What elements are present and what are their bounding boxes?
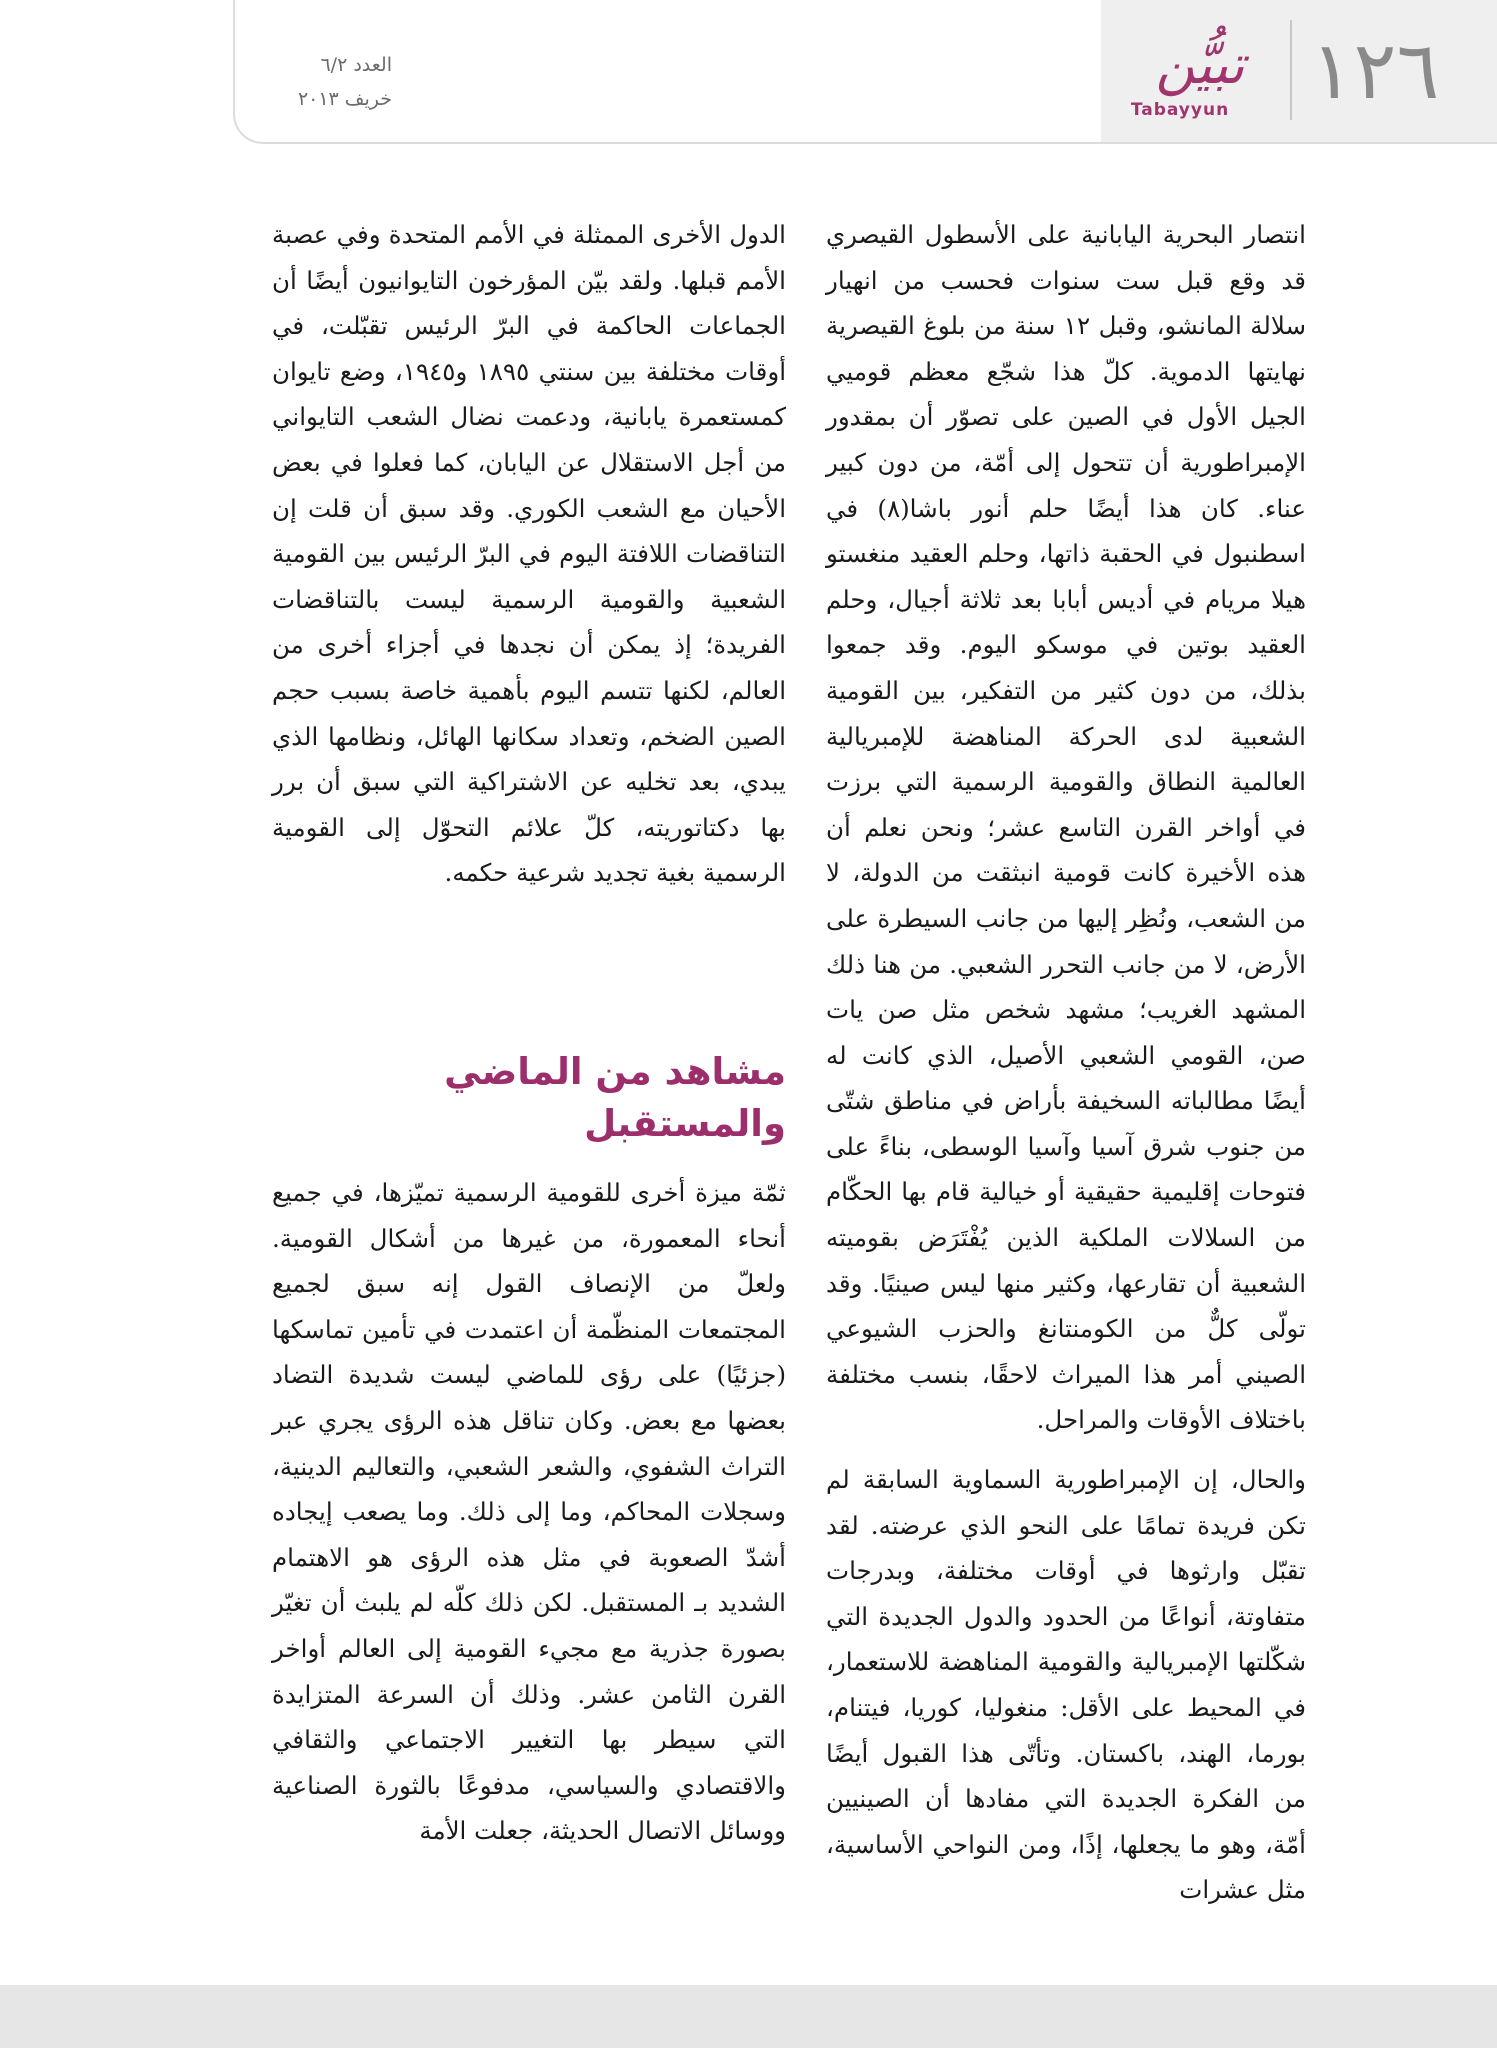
left-column-bottom xyxy=(272,1170,786,1854)
page-footer-bar xyxy=(0,1985,1497,2048)
header-divider xyxy=(1290,20,1292,120)
issue-season: خريف ٢٠١٣ xyxy=(297,88,392,110)
issue-info xyxy=(272,48,392,118)
page-number: ١٢٦ xyxy=(1310,24,1440,117)
journal-logo xyxy=(1120,30,1280,130)
right-column xyxy=(826,212,1306,1913)
left-column-top xyxy=(272,212,786,896)
issue-number: العدد ٦/٢ xyxy=(320,54,392,76)
section-heading: مشاهد من الماضي والمستقبل xyxy=(444,1050,786,1145)
paragraph: انتصار البحرية اليابانية على الأسطول القيصري قد وقع قبل ست سنوات فحسب من انهيار سلالة المانشو، وقبل ١٢ سنة من بلوغ القيصرية نهايتها الدموية. كلّ هذا شجّع معظم قوميي الجيل الأول في الصين على تصوّر أن بمقدور الإمبراطورية أن تتحول إلى أمّة، من دون كبير عناء. كان هذا أيضًا حلم أنور باشا(٨) في اسطنبول في الحقبة ذاتها، وحلم العقيد منغستو هيلا مريام في أديس أبابا بعد ثلاثة أجيال، وحلم العقيد بوتين في موسكو اليوم. وقد جمعوا بذلك، من دون كثير من التفكير، بين القومية الشعبية لدى الحركة المناهضة للإمبريالية العالمية النطاق والقومية الرسمية التي برزت في أواخر القرن التاسع عشر؛ ونحن نعلم أن هذه الأخيرة كانت قومية انبثقت من الدولة، لا من الشعب، ونُظِر إليها من جانب السيطرة على الأرض، لا من جانب التحرر الشعبي. من هنا ذلك المشهد الغريب؛ مشهد شخص مثل صن يات صن، القومي الشعبي الأصيل، الذي كانت له أيضًا مطالباته السخيفة بأراض في مناطق شتّى من جنوب شرق آسيا وآسيا الوسطى، بناءً على فتوحات إقليمية حقيقية أو خيالية قام بها الحكّام من السلالات الملكية الذين يُفْتَرَض بقوميته الشعبية أن تقارعها، وكثير منها ليس صينيًا. وقد تولّى كلٌّ من الكومنتانغ والحزب الشيوعي الصيني أمر هذا الميراث لاحقًا، بنسب مختلفة باختلاف الأوقات والمراحل. xyxy=(826,220,1306,1435)
paragraph: الدول الأخرى الممثلة في الأمم المتحدة وفي عصبة الأمم قبلها. ولقد بيّن المؤرخون التايوانيون أيضًا أن الجماعات الحاكمة في البرّ الرئيس تقبّلت، في أوقات مختلفة بين سنتي ١٨٩٥ و١٩٤٥، وضع تايوان كمستعمرة يابانية، ودعمت نضال الشعب التايواني من أجل الاستقلال عن اليابان، كما فعلوا في بعض الأحيان مع الشعب الكوري. وقد سبق أن قلت إن التناقضات اللافتة اليوم في البرّ الرئيس بين القومية الشعبية والقومية الرسمية ليست بالتناقضات الفريدة؛ إذ يمكن أن نجدها في أجزاء أخرى من العالم، لكنها تتسم اليوم بأهمية خاصة بسبب حجم الصين الضخم، وتعداد سكانها الهائل، ونظامها الذي يبدي، بعد تخليه عن الاشتراكية التي سبق أن برر بها دكتاتوريته، كلّ علائم التحوّل إلى القومية الرسمية بغية تجديد شرعية حكمه. xyxy=(272,220,787,888)
paragraph: والحال، إن الإمبراطورية السماوية السابقة لم تكن فريدة تمامًا على النحو الذي عرضته. لقد تقبّل وارثوها في أوقات مختلفة، وبدرجات متفاوتة، أنواعًا من الحدود والدول الجديدة التي شكّلتها الإمبريالية والقومية المناهضة للاستعمار، في المحيط على الأقل: منغوليا، كوريا، فيتنام، بورما، الهند، باكستان. وتأتّى هذا القبول أيضًا من الفكرة الجديدة التي مفادها أن الصينيين أمّة، وهو ما يجعلها، إذًا، ومن النواحي الأساسية، مثل عشرات xyxy=(826,1465,1306,1905)
logo-arabic-wordmark: تبيُّن xyxy=(1155,33,1245,96)
paragraph: ثمّة ميزة أخرى للقومية الرسمية تميّزها، في جميع أنحاء المعمورة، من غيرها من أشكال القومية. ولعلّ من الإنصاف القول إنه سبق لجميع المجتمعات المنظّمة أن اعتمدت في تأمين تماسكها (جزئيًا) على رؤى للماضي ليست شديدة التضاد بعضها مع بعض. وكان تناقل هذه الرؤى يجري عبر التراث الشفوي، والشعر الشعبي، والتعاليم الدينية، وسجلات المحاكم، وما إلى ذلك. وما يصعب إيجاده أشدّ الصعوبة في مثل هذه الرؤى هو الاهتمام الشديد بـ المستقبل. لكن ذلك كلّه لم يلبث أن تغيّر بصورة جذرية مع مجيء القومية إلى العالم أواخر القرن الثامن عشر. وذلك أن السرعة المتزايدة التي سيطر بها التغيير الاجتماعي والثقافي والاقتصادي والسياسي، مدفوعًا بالثورة الصناعية ووسائل الاتصال الحديثة، جعلت الأمة xyxy=(272,1178,786,1846)
logo-latin-wordmark: Tabayyun xyxy=(1130,100,1230,120)
